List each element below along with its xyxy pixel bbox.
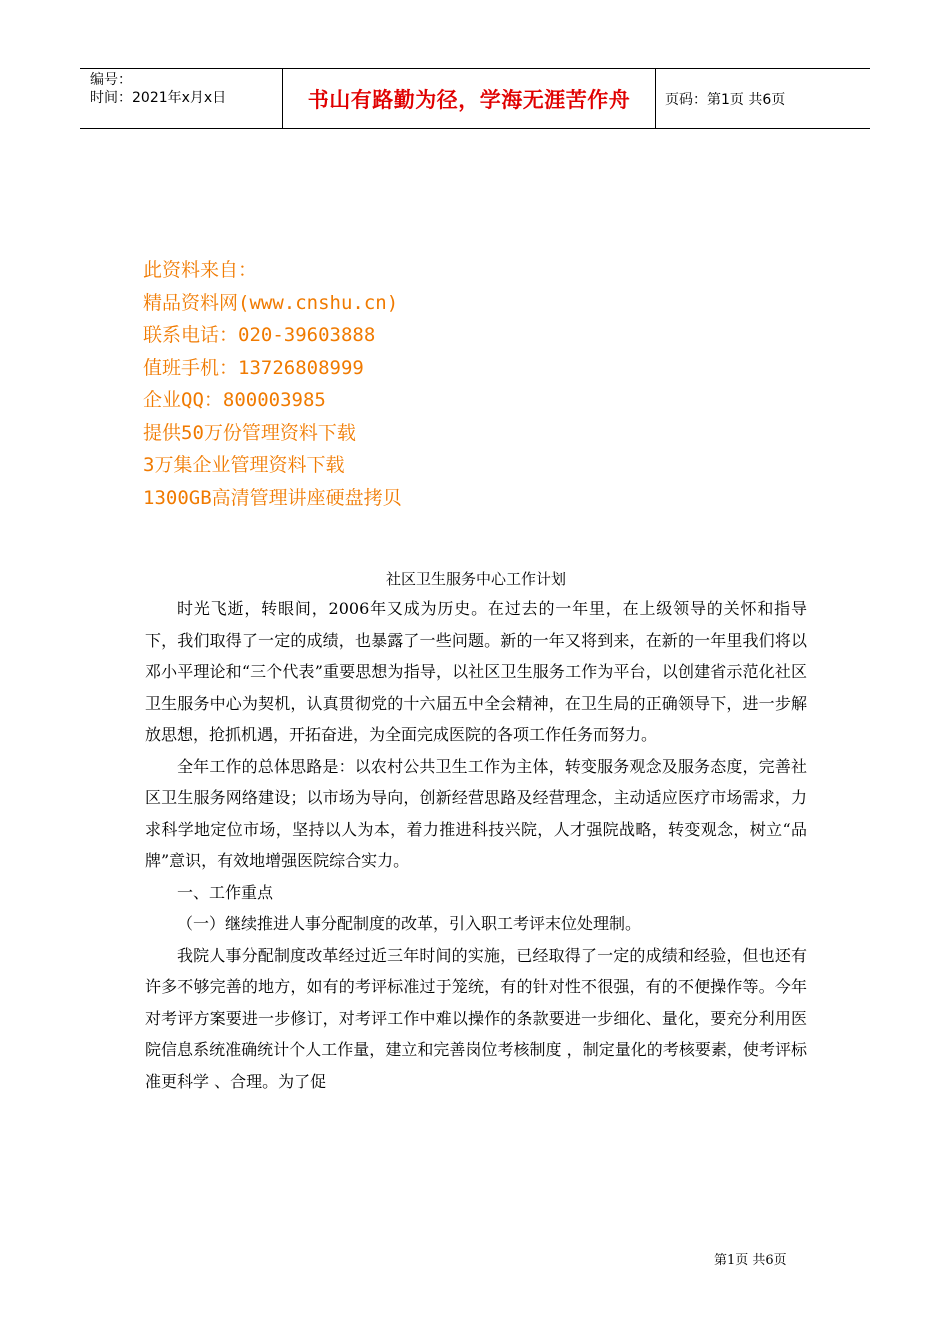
section-heading: 一、工作重点 bbox=[177, 882, 274, 902]
header-top-border bbox=[80, 68, 870, 69]
document-body bbox=[145, 565, 807, 1097]
paragraph: 我院人事分配制度改革经过近三年时间的实施，已经取得了一定的成绩和经验，但也还有许多不够完善的地方，如有的考评标准过于笼统，有的针对性不很强，有的不便操作等。今年对考评方案要进一步修订，对考评工作中难以操作的条款要进一步细化、量化，要充分利用医院信息系统准确统计个人工作量，建立和完善岗位考核制度 ，制定量化的考核要素，使考评标准更科学 、合理。为了促 bbox=[145, 945, 807, 1091]
header-motto: 书山有路勤为径，学海无涯苦作舟 bbox=[307, 88, 631, 112]
paragraph: 时光飞逝，转眼间，2006年又成为历史。在过去的一年里，在上级领导的关怀和指导下，我们取得了一定的成绩，也暴露了一些问题。新的一年又将到来，在新的一年里我们将以邓小平理论和“三个代表”重要思想为指导，以社区卫生服务工作为平台，以创建省示范化社区卫生服务中心为契机，认真贯彻党的十六届五中全会精神，在卫生局的正确领导下，进一步解放思想，抢抓机遇，开拓奋进，为全面完成医院的各项工作任务而努力。 bbox=[145, 599, 807, 744]
header-meta bbox=[90, 71, 226, 107]
header-number-label: 编号： bbox=[90, 72, 132, 88]
header-divider-right bbox=[655, 68, 656, 129]
footer-page-number: 第1页 共6页 bbox=[714, 1253, 787, 1268]
promo-line: 精品资料网(www.cnshu.cn) bbox=[143, 291, 399, 314]
promo-line: 值班手机：13726808999 bbox=[143, 356, 364, 379]
promo-line: 提供50万份管理资料下载 bbox=[143, 421, 356, 444]
promo-line: 企业QQ：800003985 bbox=[143, 389, 326, 411]
header-bottom-border bbox=[80, 128, 870, 129]
promo-line: 3万集企业管理资料下载 bbox=[143, 454, 345, 476]
promo-block bbox=[143, 254, 402, 514]
promo-line: 此资料来自： bbox=[143, 259, 258, 281]
subsection-heading: （一）继续推进人事分配制度的改革，引入职工考评末位处理制。 bbox=[177, 914, 642, 933]
promo-line: 1300GB高清管理讲座硬盘拷贝 bbox=[143, 486, 402, 509]
header-page-label: 页码：第1页 共6页 bbox=[665, 92, 786, 108]
paragraph: 全年工作的总体思路是：以农村公共卫生工作为主体，转变服务观念及服务态度，完善社区卫生服务网络建设；以市场为导向，创新经营思路及经营理念，主动适应医疗市场需求，力求科学地定位市场，坚持以人为本，着力推进科技兴院，人才强院战略，转变观念，树立“品牌”意识，有效地增强医院综合实力。 bbox=[145, 756, 807, 870]
promo-line: 联系电话：020-39603888 bbox=[143, 324, 376, 346]
header-time-label: 时间：2021年x月x日 bbox=[90, 90, 227, 106]
document-title: 社区卫生服务中心工作计划 bbox=[385, 570, 566, 588]
